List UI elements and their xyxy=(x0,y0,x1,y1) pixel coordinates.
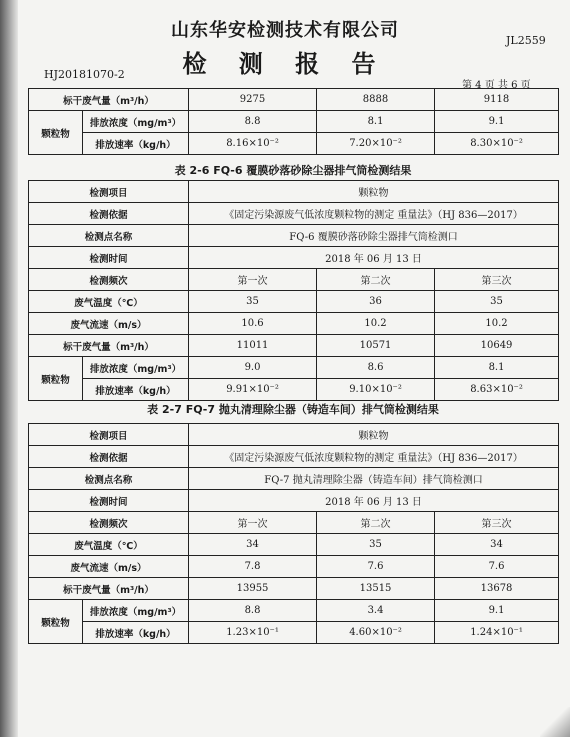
cell-value: 11011 xyxy=(189,335,317,357)
row-label: 废气流速（m/s） xyxy=(29,556,189,578)
cell-value: 10.2 xyxy=(435,313,559,335)
cell-value: 8.63×10⁻² xyxy=(435,379,559,401)
table-row xyxy=(29,379,559,401)
row-label: 检测项目 xyxy=(29,424,189,446)
cell-value: 9.1 xyxy=(435,600,559,622)
cell-value: 第一次 xyxy=(189,269,317,291)
table-row xyxy=(29,468,559,490)
table-row xyxy=(29,578,559,600)
table-row xyxy=(29,291,559,313)
table-row xyxy=(29,247,559,269)
cell-value: 第三次 xyxy=(435,512,559,534)
table-row xyxy=(29,490,559,512)
table-row xyxy=(29,357,559,379)
results-table-fq6 xyxy=(28,180,559,401)
table-row xyxy=(29,225,559,247)
row-label: 检测项目 xyxy=(29,181,189,203)
table-row xyxy=(29,181,559,203)
document-code: JL2559 xyxy=(506,34,546,47)
page-edge-shadow xyxy=(0,0,18,737)
cell-value: 35 xyxy=(189,291,317,313)
cell-value: 颗粒物 xyxy=(189,181,559,203)
cell-value: 9118 xyxy=(435,89,559,111)
row-label: 废气流速（m/s） xyxy=(29,313,189,335)
cell-value: 8.6 xyxy=(317,357,435,379)
results-table-fq7 xyxy=(28,423,559,644)
cell-value: 9.10×10⁻² xyxy=(317,379,435,401)
cell-value: 35 xyxy=(435,291,559,313)
cell-value: 4.60×10⁻² xyxy=(317,622,435,644)
table-row xyxy=(29,556,559,578)
cell-value: 1.23×10⁻¹ xyxy=(189,622,317,644)
cell-value: 第二次 xyxy=(317,269,435,291)
table-row xyxy=(29,446,559,468)
cell-value: 2018 年 06 月 13 日 xyxy=(189,490,559,512)
page-indicator: 第 4 页 共 6 页 xyxy=(462,80,531,91)
table-row xyxy=(29,203,559,225)
table-row xyxy=(29,622,559,644)
pollutant-label: 颗粒物 xyxy=(29,111,83,155)
pollutant-label: 颗粒物 xyxy=(29,600,83,644)
cell-value: 8.8 xyxy=(189,600,317,622)
table-row xyxy=(29,133,559,155)
company-name: 山东华安检测技术有限公司 xyxy=(171,20,399,41)
row-label: 排放浓度（mg/m³） xyxy=(83,600,189,622)
cell-value: 9.0 xyxy=(189,357,317,379)
cell-value: 13515 xyxy=(317,578,435,600)
cell-value: 第一次 xyxy=(189,512,317,534)
cell-value: 10.6 xyxy=(189,313,317,335)
row-label: 标干废气量（m³/h） xyxy=(29,335,189,357)
row-label: 检测时间 xyxy=(29,247,189,269)
cell-value: 35 xyxy=(317,534,435,556)
cell-value: 13955 xyxy=(189,578,317,600)
row-label: 检测频次 xyxy=(29,512,189,534)
cell-value: 8.1 xyxy=(317,111,435,133)
pollutant-label: 颗粒物 xyxy=(29,357,83,401)
table-caption: 表 2-6 FQ-6 覆膜砂落砂除尘器排气筒检测结果 xyxy=(174,164,412,177)
table-row xyxy=(29,512,559,534)
table-row xyxy=(29,600,559,622)
cell-value: 8.1 xyxy=(435,357,559,379)
page-corner-shadow xyxy=(540,707,570,737)
cell-value: 8.8 xyxy=(189,111,317,133)
row-label: 排放速率（kg/h） xyxy=(83,622,189,644)
cell-value: 第三次 xyxy=(435,269,559,291)
cell-value: FQ-7 抛丸清理除尘器（铸造车间）排气筒检测口 xyxy=(189,468,559,490)
cell-value: 8.16×10⁻² xyxy=(189,133,317,155)
cell-value: 9275 xyxy=(189,89,317,111)
cell-value: 第二次 xyxy=(317,512,435,534)
table-row xyxy=(29,534,559,556)
row-label: 检测依据 xyxy=(29,446,189,468)
row-label: 排放浓度（mg/m³） xyxy=(83,111,189,133)
cell-value: 10571 xyxy=(317,335,435,357)
table-row xyxy=(29,313,559,335)
row-label: 检测点名称 xyxy=(29,468,189,490)
cell-value: 8.30×10⁻² xyxy=(435,133,559,155)
cell-value: 7.8 xyxy=(189,556,317,578)
table-row xyxy=(29,89,559,111)
row-label: 检测频次 xyxy=(29,269,189,291)
cell-value: 9.1 xyxy=(435,111,559,133)
cell-value: 10649 xyxy=(435,335,559,357)
cell-value: 《固定污染源废气低浓度颗粒物的测定 重量法》（HJ 836—2017） xyxy=(189,203,559,225)
cell-value: 1.24×10⁻¹ xyxy=(435,622,559,644)
cell-value: 9.91×10⁻² xyxy=(189,379,317,401)
table-row xyxy=(29,335,559,357)
row-label: 排放浓度（mg/m³） xyxy=(83,357,189,379)
table-row xyxy=(29,111,559,133)
cell-value: 10.2 xyxy=(317,313,435,335)
document-title: 检 测 报 告 xyxy=(182,50,388,78)
cell-value: 34 xyxy=(189,534,317,556)
cell-value: 13678 xyxy=(435,578,559,600)
cell-value: 8888 xyxy=(317,89,435,111)
table-row xyxy=(29,269,559,291)
row-label: 检测时间 xyxy=(29,490,189,512)
row-label: 废气温度（℃） xyxy=(29,534,189,556)
results-table-continued xyxy=(28,88,559,155)
row-label: 排放速率（kg/h） xyxy=(83,379,189,401)
row-label: 废气温度（℃） xyxy=(29,291,189,313)
row-label: 检测依据 xyxy=(29,203,189,225)
row-label: 标干废气量（m³/h） xyxy=(29,578,189,600)
cell-value: 7.6 xyxy=(435,556,559,578)
report-number: HJ20181070-2 xyxy=(44,68,125,81)
cell-value: 7.20×10⁻² xyxy=(317,133,435,155)
cell-value: 7.6 xyxy=(317,556,435,578)
cell-value: 《固定污染源废气低浓度颗粒物的测定 重量法》（HJ 836—2017） xyxy=(189,446,559,468)
table-row xyxy=(29,424,559,446)
table-caption: 表 2-7 FQ-7 抛丸清理除尘器（铸造车间）排气筒检测结果 xyxy=(147,403,439,416)
cell-value: 36 xyxy=(317,291,435,313)
cell-value: FQ-6 覆膜砂落砂除尘器排气筒检测口 xyxy=(189,225,559,247)
cell-value: 2018 年 06 月 13 日 xyxy=(189,247,559,269)
row-label: 检测点名称 xyxy=(29,225,189,247)
cell-value: 34 xyxy=(435,534,559,556)
cell-value: 颗粒物 xyxy=(189,424,559,446)
row-label: 排放速率（kg/h） xyxy=(83,133,189,155)
cell-value: 3.4 xyxy=(317,600,435,622)
row-label: 标干废气量（m³/h） xyxy=(29,89,189,111)
